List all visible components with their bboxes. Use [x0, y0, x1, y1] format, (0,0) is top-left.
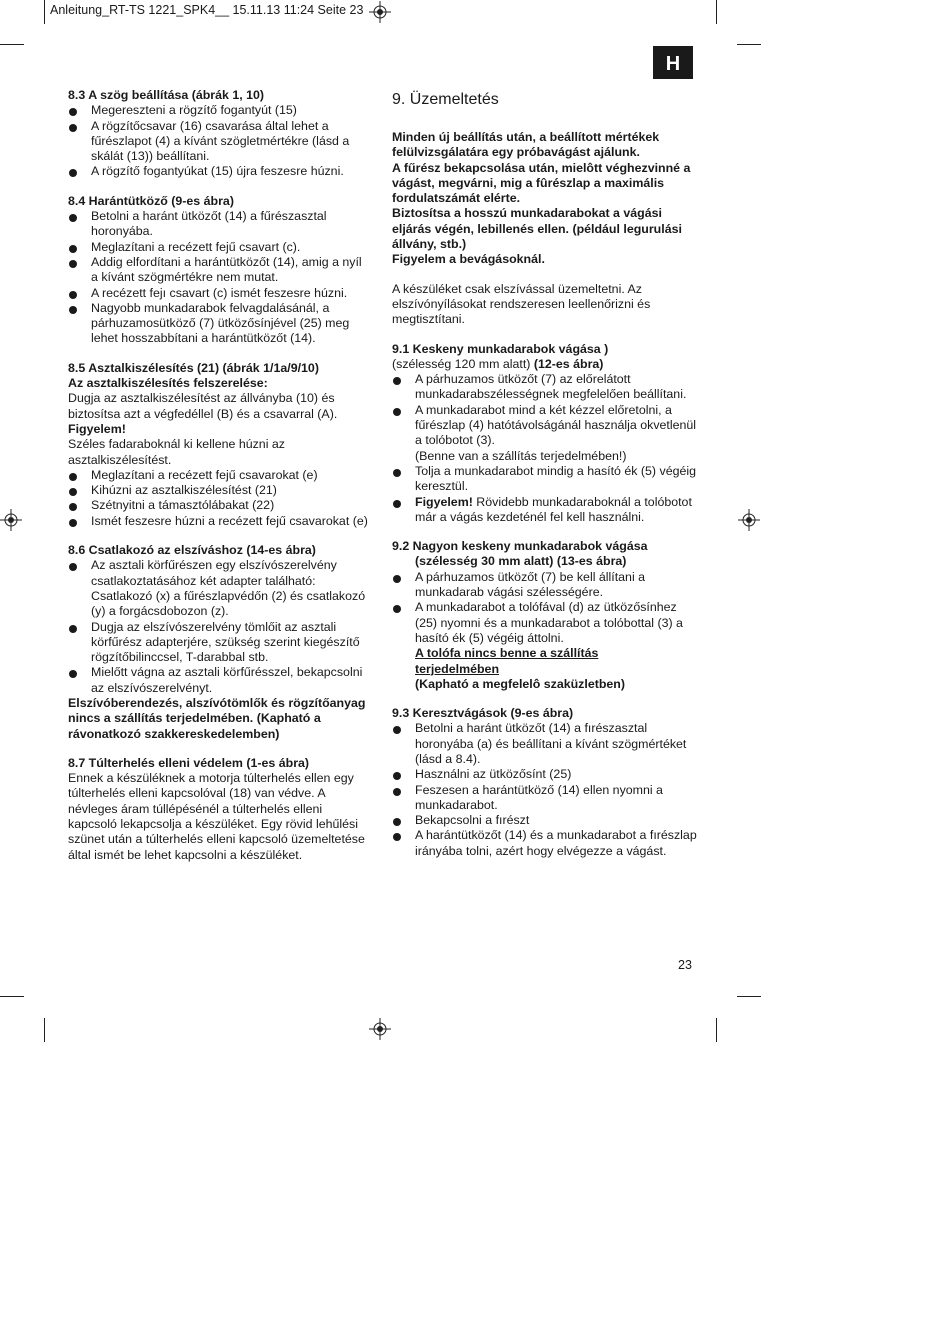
list-item: A recézett fejı csavart (c) ismét feszesre húzni. — [68, 286, 368, 301]
list-item: Ismét feszesre húzni a recézett fejű csavarokat (e) — [68, 514, 368, 529]
section-title-continued: (szélesség 30 mm alatt) (13-es ábra) — [415, 554, 627, 569]
list-item: Az asztali körfűrészen egy elszívószerelvény csatlakoztatásához két adapter található: Csatlakozó (x) a fűrészlapvédőn (2) és csatlakozó (y) a forgácsdobozon (z). — [68, 558, 368, 619]
paragraph: A készüléket csak elszívással üzemeltetni. Az elszívónyílásokat rendszeresen leellenőrizni és megtisztítani. — [392, 281, 651, 327]
list-item — [392, 403, 697, 464]
list-item: Kihúzni az asztalkiszélesítést (21) — [68, 483, 368, 498]
print-file-info: Anleitung_RT-TS 1221_SPK4__ 15.11.13 11:24 Seite 23 — [50, 3, 364, 17]
list-item: Tolja a munkadarabot mindig a hasító ék (5) végéig keresztül. — [392, 464, 697, 495]
bullet-list — [392, 372, 697, 525]
list-item: A rögzítő fogantyúkat (15) újra feszesre húzni. — [68, 164, 368, 179]
crop-mark — [737, 996, 761, 997]
subtitle-normal: (szélesség 120 mm alatt) — [392, 356, 534, 371]
bold-paragraph: Figyelem a bevágásoknál. — [392, 252, 545, 267]
bullet-list — [68, 558, 368, 696]
section-title: 8.6 Csatlakozó az elszíváshoz (14-es ábra) — [68, 543, 316, 558]
section-title: 9.1 Keskeny munkadarabok vágása ) — [392, 341, 609, 356]
bullet-list — [392, 721, 697, 859]
bold-paragraph: Biztosítsa a hosszú munkadarabokat a vágási eljárás végén, lebillenés ellen. (például legurulási állvány, stb.) — [392, 206, 682, 252]
warning-label: Figyelem! — [68, 421, 126, 436]
left-column — [68, 88, 368, 863]
paragraph: Széles fadaraboknál ki kellene húzni az asztalkiszélesítést. — [68, 437, 285, 467]
bullet-list — [68, 209, 368, 347]
list-item-note: (Benne van a szállítás terjedelmében!) — [415, 448, 627, 463]
note-block — [392, 646, 697, 692]
right-column — [392, 88, 697, 859]
list-item: Addig elfordítani a harántütközőt (14), amig a nyíl a kívánt szögmértékre nem mutat. — [68, 255, 368, 286]
section-title: 8.4 Harántütköző (9-es ábra) — [68, 193, 234, 208]
bullet-list — [392, 570, 697, 646]
section-title: 9.3 Keresztvágások (9-es ábra) — [392, 706, 574, 721]
bold-paragraph: A fűrész bekapcsolása után, mielôtt véghezvinné a vágást, megvárni, mig a fûrészlap a maximális fordulatszámát elérte. — [392, 160, 691, 206]
list-item: Szétnyitni a támasztólábakat (22) — [68, 498, 368, 513]
list-item-text: A munkadarabot mind a két kézzel előretolni, a fűrészlap (4) hatótávolságánál használja okvetlenül a tolóbotot (3). — [415, 402, 697, 448]
list-item: Megereszteni a rögzítő fogantyút (15) — [68, 103, 368, 118]
list-item: Betolni a haránt ütközőt (14) a fırészasztal horonyába (a) és beállítani a kívánt szögmértéket (lásd a 8.4). — [392, 721, 697, 767]
list-item: A párhuzamos ütközőt (7) be kell állítani a munkadarab vágási szélességére. — [392, 570, 697, 601]
list-item: Betolni a haránt ütközőt (14) a fűrészasztal horonyába. — [68, 209, 368, 240]
subtitle-bold: (12-es ábra) — [533, 356, 604, 371]
section-title: 8.3 A szög beállítása (ábrák 1, 10) — [68, 88, 265, 102]
list-item — [392, 495, 697, 526]
crop-mark — [0, 996, 24, 997]
section-subtitle — [392, 357, 697, 372]
list-item: Használni az ütközősínt (25) — [392, 767, 697, 782]
registration-mark-icon — [369, 1018, 391, 1040]
warning-label: Figyelem! — [415, 494, 473, 509]
list-item: Meglazítani a recézett fejű csavarokat (e) — [68, 468, 368, 483]
list-item: Bekapcsolni a fırészt — [392, 813, 697, 828]
section-subtitle: Az asztalkiszélesítés felszerelése: — [68, 376, 268, 391]
list-item: Mielőtt vágna az asztali körfűrésszel, bekapcsolni az elszívószerelvényt. — [68, 665, 368, 696]
page-number: 23 — [678, 958, 692, 972]
list-item: Dugja az elszívószerelvény tömlőit az asztali körfűrész adapterjére, szükség szerint kiegészítő rögzítőbilinccsel, T-darabbal stb. — [68, 620, 368, 666]
list-item: Nagyobb munkadarabok felvagdalásánál, a párhuzamosütköző (7) ütközősínjével (25) meg lehet hosszabbítani a harántütközőt (14). — [68, 301, 368, 347]
note-bold: (Kapható a megfelelô szaküzletben) — [415, 676, 625, 691]
crop-mark — [44, 1018, 45, 1042]
list-item: Meglazítani a recézett fejű csavart (c). — [68, 240, 368, 255]
paragraph: Dugja az asztalkiszélesítést az állványba (10) és biztosítsa azt a végfedéllel (B) és a csavarral (A). — [68, 391, 338, 421]
bullet-list — [68, 468, 368, 529]
bold-paragraph: Minden új beállítás után, a beállított mértékek felülvizsgálatára egy próbavágást ajálunk. — [392, 130, 660, 160]
list-item: A harántütközőt (14) és a munkadarabot a fırészlap irányába tolni, azért hogy elvégezze a vágást. — [392, 828, 697, 859]
section-title: 8.5 Asztalkiszélesítés (21) (ábrák 1/1a/9/10) — [68, 360, 319, 375]
note-bold: Elszívóberendezés, alszívótömlők és rögzítőanyag nincs a szállítás terjedelmében. (Kapható a rávonatkozó szakkereskedelemben) — [68, 695, 366, 741]
registration-mark-icon — [369, 1, 391, 23]
list-item: A rögzítőcsavar (16) csavarása által lehet a fűrészlapot (4) a kívánt szögletmértékre (lásd a skálát (13)) beállítani. — [68, 119, 368, 165]
list-item: A párhuzamos ütközőt (7) az előrelátott munkadarabszélességnek megfelelően beállítani. — [392, 372, 697, 403]
paragraph: Ennek a készüléknek a motorja túlterhelés ellen egy túlterhelés elleni kapcsolóval (18) van védve. A névleges áram túllépésénél a túlterhelés elleni kapcsoló lekapcsolja a készüléket. Egy rövid lehűlési szünet után a túlterhelés elleni kapcsoló üzemeltetése által ismét be lehet kapcsolni a készüléket. — [68, 771, 365, 862]
crop-mark — [44, 0, 45, 24]
list-item: Feszesen a harántütköző (14) ellen nyomni a munkadarabot. — [392, 783, 697, 814]
registration-mark-icon — [0, 509, 22, 531]
section-title: 8.7 Túlterhelés elleni védelem (1-es ábra) — [68, 755, 310, 770]
crop-mark — [716, 1018, 717, 1042]
registration-mark-icon — [738, 509, 760, 531]
crop-mark — [0, 44, 24, 45]
chapter-title: 9. Üzemeltetés — [392, 91, 499, 108]
bullet-list — [68, 103, 368, 179]
language-badge: H — [653, 46, 693, 79]
underlined-note: A tolófa nincs benne a szállítás terjedelmében — [415, 646, 599, 676]
crop-mark — [716, 0, 717, 24]
list-item: A munkadarabot a tolófával (d) az ütközősínhez (25) nyomni és a munkadarabot a tolóbottal (3) a hasító ék (5) végéig áttolni. — [392, 600, 697, 646]
crop-mark — [737, 44, 761, 45]
section-title: 9.2 Nagyon keskeny munkadarabok vágása — [392, 539, 648, 554]
list-item-text: Rövidebb munkadaraboknál a tolóbotot már a vágás kezdeténél fel kell használni. — [415, 494, 692, 524]
